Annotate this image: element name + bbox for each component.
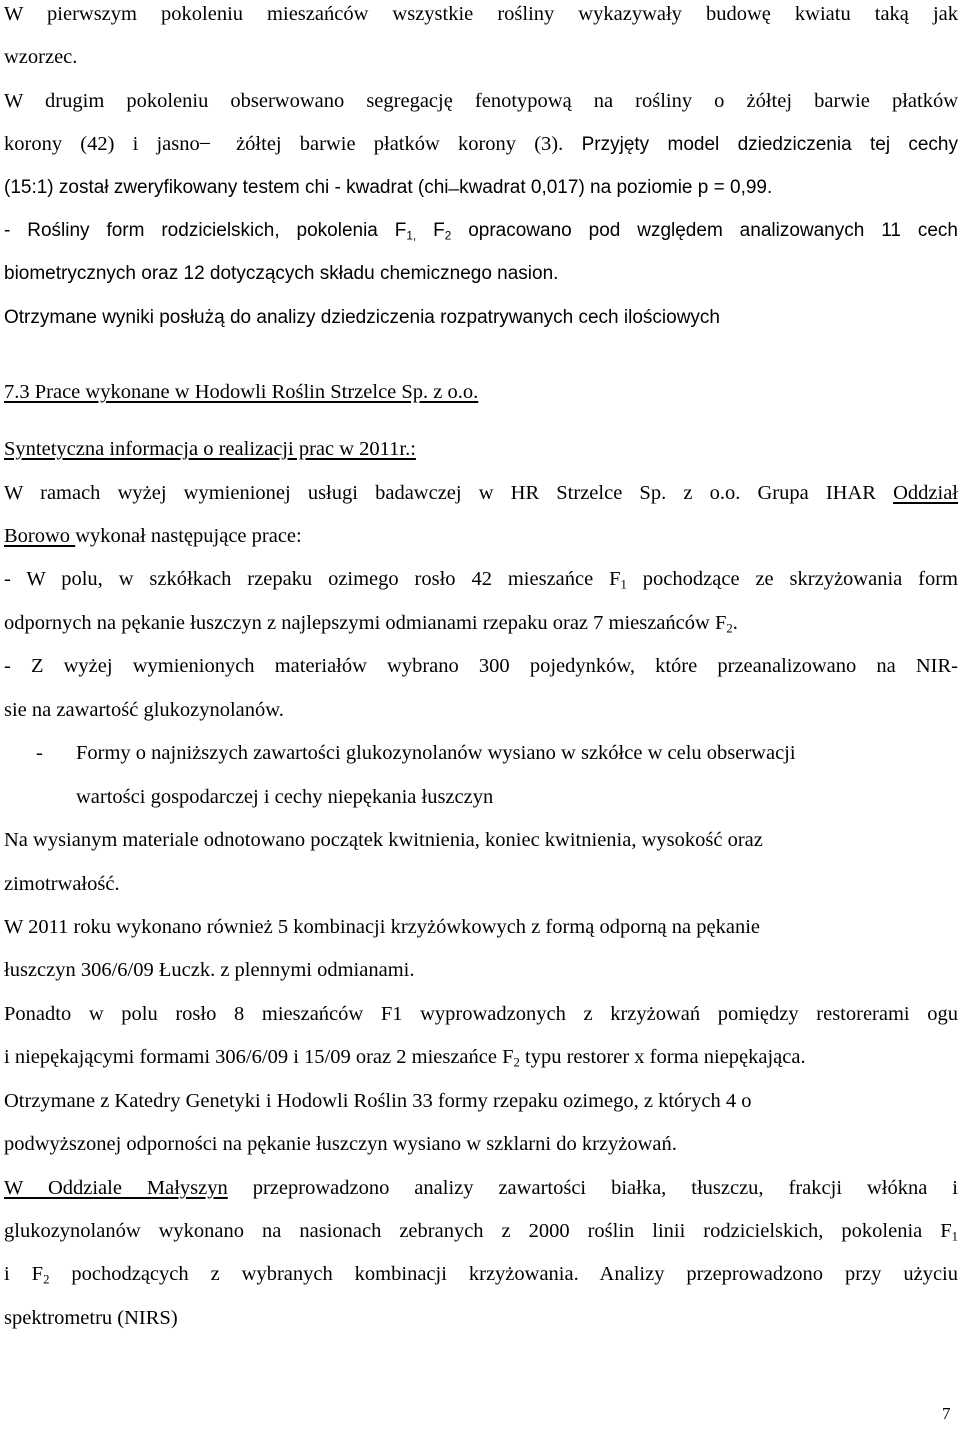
text-line bbox=[4, 567, 958, 591]
text-line: (15:1) został zweryfikowany testem chi - kwadrat (chi ̶ kwadrat 0,017) na poziomie p = 0,99. bbox=[4, 177, 773, 198]
subscript: 2 bbox=[43, 1272, 50, 1287]
text-span: korony (42) i jasno ̶ żółtej barwie płatków korony (3). bbox=[4, 133, 564, 155]
section-subheading: Syntetyczna informacja o realizacji prac w 2011r.: bbox=[4, 438, 416, 460]
text-line: podwyższonej odporności na pękanie łuszczyn wysiano w szklarni do krzyżowań. bbox=[4, 1133, 677, 1155]
text-span: W ramach wyżej wymienionej usługi badawczej w HR Strzelce Sp. z o.o. Grupa IHAR bbox=[4, 482, 894, 504]
text-span: pochodzących z wybranych kombinacji krzyżowania. Analizy przeprowadzono przy użyciu bbox=[49, 1263, 958, 1285]
underlined-text: W Oddziale Małyszyn bbox=[4, 1177, 228, 1199]
text-line: wzorzec. bbox=[4, 46, 78, 68]
text-span: . bbox=[732, 612, 738, 634]
text-line bbox=[4, 219, 958, 243]
text-span: typu restorer x forma niepękająca. bbox=[519, 1046, 806, 1068]
text-line: W 2011 roku wykonano również 5 kombinacji krzyżówkowych z formą odporną na pękanie bbox=[4, 916, 760, 938]
text-line: sie na zawartość glukozynolanów. bbox=[4, 699, 284, 721]
subscript: 1 bbox=[620, 577, 627, 592]
text-span: glukozynolanów wykonano na nasionach zebranych z 2000 roślin linii rodzicielskich, pokolenia F bbox=[4, 1220, 952, 1242]
text-span: wykonał następujące prace: bbox=[75, 525, 302, 547]
text-line bbox=[4, 611, 738, 635]
text-line: łuszczyn 306/6/09 Łuczk. z plennymi odmianami. bbox=[4, 959, 415, 981]
text-span: Przyjęty model dziedziczenia tej cechy bbox=[563, 134, 959, 155]
text-line: Ponadto w polu rosło 8 mieszańców F1 wyprowadzonych z krzyżowań pomiędzy restorerami ogu bbox=[4, 1003, 958, 1025]
list-bullet: - bbox=[36, 742, 43, 764]
underlined-text: Borowo bbox=[4, 525, 76, 547]
page-number: 7 bbox=[942, 1404, 951, 1423]
text-line: zimotrwałość. bbox=[4, 873, 120, 895]
text-line: - Z wyżej wymienionych materiałów wybrano 300 pojedynków, które przeanalizowano na NIR- bbox=[4, 655, 958, 677]
text-line: spektrometru (NIRS) bbox=[4, 1307, 178, 1329]
text-line: Otrzymane wyniki posłużą do analizy dziedziczenia rozpatrywanych cech ilościowych bbox=[4, 307, 720, 328]
text-line bbox=[4, 1045, 806, 1069]
text-line: W drugim pokoleniu obserwowano segregację fenotypową na rośliny o żółtej barwie płatków bbox=[4, 90, 958, 112]
text-line: W pierwszym pokoleniu mieszańców wszystkie rośliny wykazywały budowę kwiatu taką jak bbox=[4, 3, 958, 25]
subscript: 2 bbox=[444, 229, 452, 243]
text-line bbox=[4, 132, 958, 158]
subscript: 1, bbox=[406, 229, 417, 243]
subscript: 1 bbox=[951, 1229, 958, 1244]
text-line: biometrycznych oraz 12 dotyczących składu chemicznego nasion. bbox=[4, 263, 559, 284]
text-line bbox=[4, 1176, 958, 1200]
text-span: przeprowadzono analizy zawartości białka, tłuszczu, frakcji włókna i bbox=[227, 1177, 958, 1199]
text-line bbox=[4, 1262, 958, 1286]
text-line: Na wysianym materiale odnotowano początek kwitnienia, koniec kwitnienia, wysokość oraz bbox=[4, 829, 763, 851]
section-heading: 7.3 Prace wykonane w Hodowli Roślin Strzelce Sp. z o.o. bbox=[4, 381, 479, 403]
text-line bbox=[4, 481, 958, 505]
text-span: opracowano pod względem analizowanych 11 cech bbox=[451, 220, 958, 241]
text-span: - W polu, w szkółkach rzepaku ozimego rosło 42 mieszańce F bbox=[4, 568, 621, 590]
list-item-text: Formy o najniższych zawartości glukozynolanów wysiano w szkółce w celu obserwacji bbox=[76, 742, 796, 764]
list-item-text: wartości gospodarczej i cechy niepękania łuszczyn bbox=[76, 786, 494, 808]
subscript: 2 bbox=[513, 1055, 520, 1070]
text-line bbox=[4, 524, 302, 548]
text-line: Otrzymane z Katedry Genetyki i Hodowli Roślin 33 formy rzepaku ozimego, z których 4 o bbox=[4, 1090, 752, 1112]
text-span: i niepękającymi formami 306/6/09 i 15/09 oraz 2 mieszańce F bbox=[4, 1046, 514, 1068]
text-line bbox=[4, 1219, 958, 1243]
text-span: - Rośliny form rodzicielskich, pokolenia F bbox=[4, 220, 407, 241]
underlined-text: Oddział bbox=[893, 482, 958, 504]
text-span: pochodzące ze skrzyżowania form bbox=[626, 568, 958, 590]
text-span: odpornych na pękanie łuszczyn z najlepszymi odmianami rzepaku oraz 7 mieszańców F bbox=[4, 612, 727, 634]
text-span: i F bbox=[4, 1263, 44, 1285]
subscript: 2 bbox=[726, 621, 733, 636]
text-span: F bbox=[416, 220, 445, 241]
